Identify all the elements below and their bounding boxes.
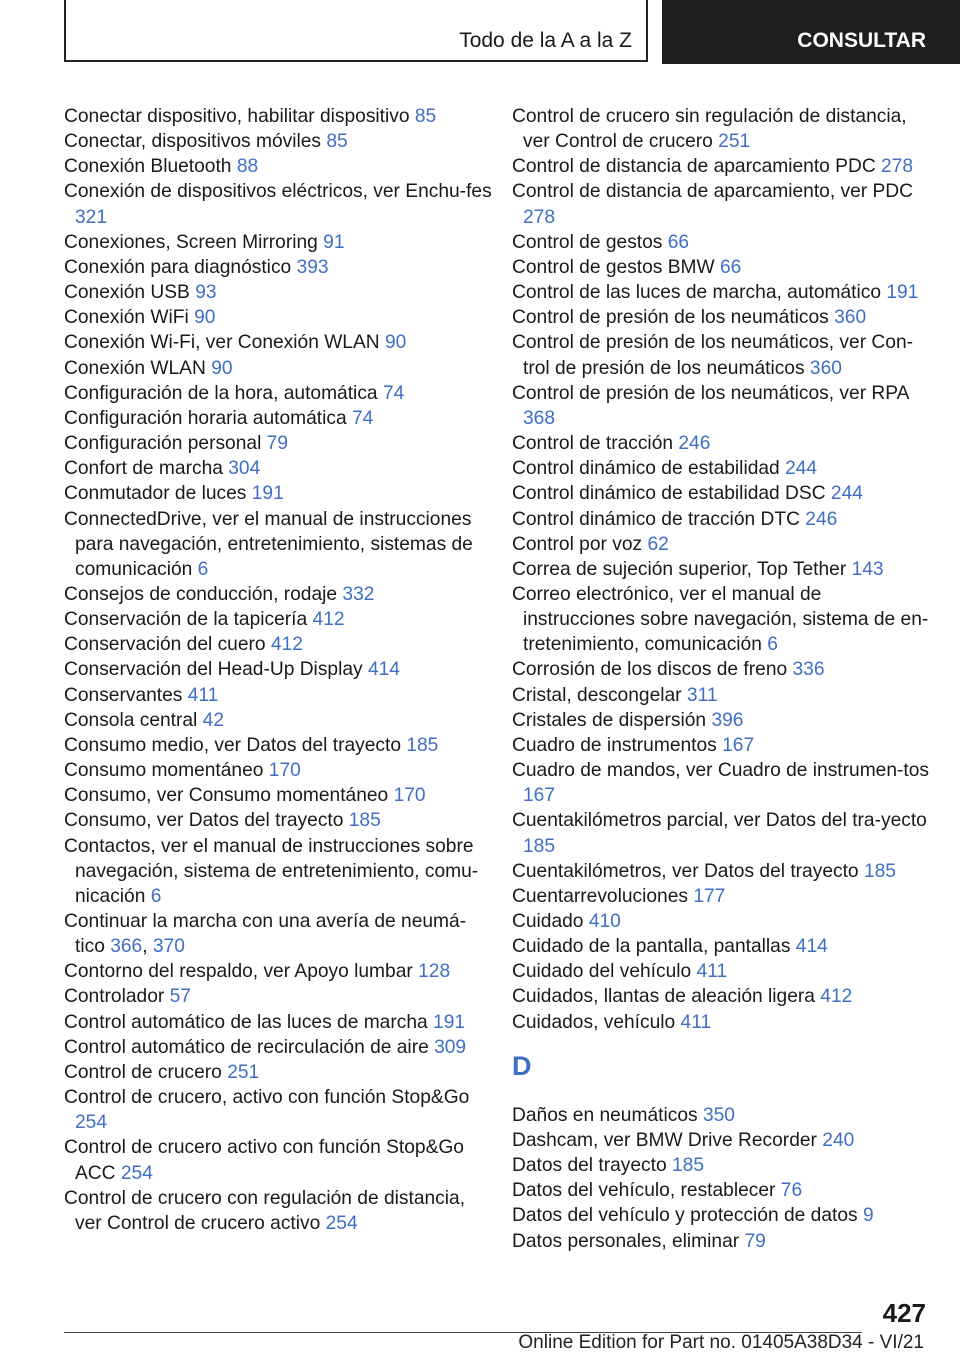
index-entry-text: Correa de sujeción superior, Top Tether bbox=[512, 558, 847, 580]
index-entry-text: Conexión Wi-Fi, ver Conexión WLAN bbox=[64, 332, 380, 354]
index-entry bbox=[64, 834, 494, 909]
index-entry-text: Configuración horaria automática bbox=[64, 407, 347, 429]
index-entry bbox=[64, 179, 494, 229]
page-link[interactable]: 6 bbox=[197, 558, 209, 580]
page-link[interactable]: 85 bbox=[326, 131, 348, 153]
page-link[interactable]: 412 bbox=[312, 609, 345, 631]
index-entry-text: Conexión WLAN bbox=[64, 357, 206, 379]
index-entry-text: Consola central bbox=[64, 709, 198, 731]
page-link[interactable]: 366 bbox=[110, 936, 143, 958]
index-entry-text: Consumo momentáneo bbox=[64, 760, 264, 782]
page-link[interactable]: 6 bbox=[767, 634, 778, 656]
index-entry bbox=[64, 1010, 494, 1035]
index-entry bbox=[64, 507, 494, 582]
page-link[interactable]: 411 bbox=[680, 1011, 712, 1033]
index-entry-text: Conmutador de luces bbox=[64, 483, 247, 505]
index-entry bbox=[64, 129, 494, 154]
page-link[interactable]: 246 bbox=[678, 433, 711, 455]
page-link[interactable]: 304 bbox=[228, 458, 261, 480]
page-link[interactable]: 66 bbox=[719, 256, 742, 278]
index-entry-text: Control de presión de los neumáticos, ver Con‐trol de presión de los neumáticos bbox=[512, 332, 914, 379]
index-entry bbox=[64, 758, 494, 783]
page-link[interactable]: 57 bbox=[169, 986, 191, 1008]
page-link[interactable]: 185 bbox=[523, 835, 556, 857]
index-entry-text: Control dinámico de tracción DTC bbox=[512, 508, 800, 530]
index-entry bbox=[512, 1178, 932, 1203]
index-entry bbox=[64, 431, 494, 456]
page-link[interactable]: 177 bbox=[693, 885, 726, 907]
index-entry bbox=[512, 431, 932, 456]
index-entry bbox=[512, 507, 932, 532]
page-link[interactable]: 191 bbox=[251, 483, 284, 505]
index-entry bbox=[512, 230, 932, 255]
index-entry bbox=[64, 783, 494, 808]
index-entry-text: Conexiones, Screen Mirroring bbox=[64, 231, 318, 253]
tab-todo-a-z[interactable]: Todo de la A a la Z bbox=[64, 0, 648, 62]
index-entry-text: Corrosión de los discos de freno bbox=[512, 659, 788, 681]
index-column-right bbox=[512, 104, 932, 1254]
page-link[interactable]: 185 bbox=[406, 734, 439, 756]
page-link[interactable]: 79 bbox=[266, 433, 289, 455]
page-link[interactable]: 311 bbox=[686, 684, 718, 706]
index-group-c bbox=[512, 104, 932, 1035]
index-entry-text: Control de presión de los neumáticos, ver RPA bbox=[512, 382, 909, 404]
page-link[interactable]: 128 bbox=[418, 961, 451, 983]
index-entry-text: Continuar la marcha con una avería de neumá‐tico bbox=[64, 911, 467, 958]
index-entry bbox=[64, 356, 494, 381]
index-entry bbox=[64, 456, 494, 481]
page-link[interactable]: 90 bbox=[384, 332, 407, 354]
index-entry-text: Controlador bbox=[64, 986, 165, 1008]
index-entry bbox=[64, 808, 494, 833]
page-link[interactable]: 93 bbox=[195, 282, 217, 304]
index-column-left bbox=[64, 104, 494, 1236]
index-entry bbox=[512, 481, 932, 506]
index-entry bbox=[512, 532, 932, 557]
page-link[interactable]: 254 bbox=[325, 1212, 358, 1234]
index-entry: Continuar la marcha con una avería de neumá‐tico 366, 370 bbox=[64, 911, 467, 958]
index-entry-text: Contactos, ver el manual de instrucciones sobre navegación, sistema de entretenimiento, comu‐nicación bbox=[64, 835, 479, 907]
page-link[interactable]: 246 bbox=[805, 508, 838, 530]
index-entry-text: Control de tracción bbox=[512, 433, 674, 455]
index-entry-text: Conectar, dispositivos móviles bbox=[64, 131, 322, 153]
index-entry-text: Control de crucero bbox=[64, 1061, 222, 1083]
page-link[interactable]: 191 bbox=[886, 282, 919, 304]
index-entry bbox=[64, 708, 494, 733]
page-link[interactable]: 244 bbox=[830, 483, 863, 505]
index-entry-text: Control de distancia de aparcamiento PDC bbox=[512, 156, 876, 178]
index-entry-text: Datos del trayecto bbox=[512, 1155, 667, 1177]
page-link[interactable]: 251 bbox=[227, 1061, 260, 1083]
page-link[interactable]: 368 bbox=[523, 407, 556, 429]
index-entry bbox=[512, 708, 932, 733]
index-entry bbox=[512, 1128, 932, 1153]
index-entry-text: Control de gestos BMW bbox=[512, 256, 715, 278]
index-entry bbox=[64, 230, 494, 255]
tab-consultar[interactable]: CONSULTAR bbox=[662, 0, 960, 64]
index-entry bbox=[512, 456, 932, 481]
page-link[interactable]: 411 bbox=[696, 961, 728, 983]
index-entry bbox=[512, 657, 932, 682]
page-link[interactable]: 360 bbox=[834, 307, 867, 329]
index-entry bbox=[512, 808, 932, 858]
index-entry-text: Datos del vehículo, restablecer bbox=[512, 1180, 776, 1202]
page-link[interactable]: 278 bbox=[881, 156, 914, 178]
page-link[interactable]: 9 bbox=[862, 1205, 874, 1227]
page-link[interactable]: 170 bbox=[268, 760, 301, 782]
index-entry bbox=[512, 1229, 932, 1254]
page-link[interactable]: 332 bbox=[342, 583, 375, 605]
index-entry bbox=[512, 683, 932, 708]
index-entry-text: Daños en neumáticos bbox=[512, 1104, 698, 1126]
index-entry bbox=[64, 1186, 494, 1236]
index-entry bbox=[64, 280, 494, 305]
index-entry-text: Control de crucero con regulación de distancia, ver Control de crucero activo bbox=[64, 1187, 466, 1234]
page-link[interactable]: 240 bbox=[822, 1129, 855, 1151]
index-entry-text: Control dinámico de estabilidad bbox=[512, 458, 780, 480]
index-entry bbox=[512, 884, 932, 909]
index-entry-text: Contorno del respaldo, ver Apoyo lumbar bbox=[64, 961, 413, 983]
index-entry bbox=[512, 909, 932, 934]
index-entry-text: Control automático de recirculación de aire bbox=[64, 1036, 429, 1058]
page-link[interactable]: 370 bbox=[152, 936, 185, 958]
page-link[interactable]: 254 bbox=[120, 1162, 153, 1184]
index-entry bbox=[512, 959, 932, 984]
index-entry bbox=[64, 481, 494, 506]
index-entry-text: Configuración personal bbox=[64, 433, 262, 455]
page-link[interactable]: 79 bbox=[744, 1230, 766, 1252]
page-link[interactable]: 412 bbox=[820, 986, 853, 1008]
index-entry-text: Correo electrónico, ver el manual de instrucciones sobre navegación, sistema de en‐tretenimiento, comunicación bbox=[512, 583, 929, 656]
page-link[interactable]: 85 bbox=[414, 106, 437, 127]
page-link[interactable]: 410 bbox=[588, 911, 621, 932]
index-entry bbox=[512, 305, 932, 330]
index-entry bbox=[64, 683, 494, 708]
index-entry-text: Control de las luces de marcha, automático bbox=[512, 282, 882, 304]
index-entry-text: Consumo medio, ver Datos del trayecto bbox=[64, 734, 401, 756]
index-entry bbox=[64, 330, 494, 355]
page-link[interactable]: 66 bbox=[667, 231, 690, 253]
page-link[interactable]: 185 bbox=[863, 860, 896, 882]
index-entry-text: ConnectedDrive, ver el manual de instrucciones para navegación, entretenimiento, sistemas de comunicación bbox=[64, 508, 473, 580]
page-link[interactable]: 76 bbox=[780, 1180, 803, 1202]
page-link[interactable]: 309 bbox=[434, 1036, 467, 1058]
index-entry bbox=[512, 758, 932, 808]
page-link[interactable]: 414 bbox=[367, 659, 400, 681]
page-link[interactable]: 278 bbox=[523, 206, 556, 228]
index-entry bbox=[64, 305, 494, 330]
index-entry bbox=[512, 381, 932, 431]
page-link[interactable]: 321 bbox=[75, 206, 108, 228]
index-entry bbox=[64, 959, 494, 984]
index-entry bbox=[512, 104, 932, 154]
index-entry bbox=[512, 1153, 932, 1178]
page-link[interactable]: 91 bbox=[323, 231, 345, 253]
index-entry-text: Cuentarrevoluciones bbox=[512, 885, 688, 907]
index-entry-text: Datos personales, eliminar bbox=[512, 1230, 740, 1252]
index-entry bbox=[64, 657, 494, 682]
index-entry-text: Control de crucero sin regulación de distancia, ver Control de crucero bbox=[512, 106, 907, 153]
index-entry-text: Conservación de la tapicería bbox=[64, 609, 308, 631]
index-entry-text: Conexión Bluetooth bbox=[64, 156, 232, 178]
index-entry bbox=[512, 280, 932, 305]
index-entry bbox=[64, 255, 494, 280]
index-entry-text: Control automático de las luces de marcha bbox=[64, 1011, 428, 1033]
page-link[interactable]: 185 bbox=[672, 1155, 705, 1177]
index-entry-text: Confort de marcha bbox=[64, 458, 223, 480]
index-entry bbox=[64, 582, 494, 607]
index-entry bbox=[512, 1203, 932, 1228]
index-entry-text: Control de crucero, activo con función Stop&Go bbox=[64, 1087, 470, 1109]
index-entry bbox=[512, 582, 932, 657]
page-link[interactable]: 6 bbox=[150, 885, 162, 907]
index-entry bbox=[64, 154, 494, 179]
index-entry bbox=[512, 984, 932, 1009]
page-link[interactable]: 411 bbox=[187, 684, 219, 706]
index-entry-text: Cristal, descongelar bbox=[512, 684, 682, 706]
page-link[interactable]: 185 bbox=[348, 810, 381, 832]
index-entry bbox=[64, 406, 494, 431]
index-entry bbox=[512, 1010, 932, 1035]
page-link[interactable]: 254 bbox=[75, 1112, 108, 1134]
index-entry bbox=[64, 104, 494, 129]
index-entry-text: Control de distancia de aparcamiento, ver PDC bbox=[512, 181, 914, 203]
index-entry-text: Cuidado de la pantalla, pantallas bbox=[512, 936, 791, 958]
page-link[interactable]: 360 bbox=[809, 357, 842, 379]
index-entry-text: Control dinámico de estabilidad DSC bbox=[512, 483, 826, 505]
index-entry bbox=[64, 1060, 494, 1085]
index-entry bbox=[512, 330, 932, 380]
index-entry-text: Cuidado del vehículo bbox=[512, 961, 692, 983]
index-entry bbox=[64, 632, 494, 657]
index-entry-text: Conexión WiFi bbox=[64, 307, 189, 329]
page-link[interactable]: 336 bbox=[792, 659, 825, 681]
page-link[interactable]: 251 bbox=[718, 131, 751, 153]
page-link[interactable]: 90 bbox=[194, 307, 216, 329]
page-link[interactable]: 62 bbox=[647, 533, 669, 555]
page-link[interactable]: 412 bbox=[270, 634, 303, 656]
footer-text: Online Edition for Part no. 01405A38D34 - VI/21 bbox=[518, 1332, 924, 1353]
index-entry-text: Consumo, ver Consumo momentáneo bbox=[64, 785, 389, 807]
index-entry-text: Cuadro de mandos, ver Cuadro de instrumen‐tos bbox=[512, 760, 930, 782]
index-entry-text: Conservación del cuero bbox=[64, 634, 266, 656]
index-entry-text: Conexión para diagnóstico bbox=[64, 256, 292, 278]
index-entry-text: Cuidado bbox=[512, 911, 584, 932]
page-number: 427 bbox=[882, 1298, 926, 1328]
index-entry-text: Cuentakilómetros, ver Datos del trayecto bbox=[512, 860, 859, 882]
index-entry-text: Cristales de dispersión bbox=[512, 709, 707, 731]
index-entry-text: Consejos de conducción, rodaje bbox=[64, 583, 338, 605]
index-entry-text: Datos del vehículo y protección de datos bbox=[512, 1205, 858, 1227]
index-entry bbox=[64, 607, 494, 632]
page-link[interactable]: 143 bbox=[851, 558, 884, 580]
index-entry bbox=[64, 984, 494, 1009]
index-entry bbox=[512, 934, 932, 959]
index-entry-text: Conservantes bbox=[64, 684, 183, 706]
index-entry bbox=[512, 557, 932, 582]
page-link[interactable]: 167 bbox=[722, 734, 755, 756]
index-entry-text: Cuidados, vehículo bbox=[512, 1011, 676, 1033]
index-entry bbox=[64, 733, 494, 758]
index-entry bbox=[512, 154, 932, 179]
index-entry-text: Conectar dispositivo, habilitar dispositivo bbox=[64, 106, 410, 127]
section-letter: D bbox=[512, 1050, 532, 1081]
index-entry bbox=[64, 381, 494, 406]
index-entry-text: Dashcam, ver BMW Drive Recorder bbox=[512, 1129, 817, 1151]
index-entry bbox=[512, 1103, 932, 1128]
page-link[interactable]: 393 bbox=[296, 256, 329, 278]
index-entry bbox=[512, 733, 932, 758]
index-group-d bbox=[512, 1103, 932, 1254]
index-entry-text: Consumo, ver Datos del trayecto bbox=[64, 810, 344, 832]
page-link[interactable]: 167 bbox=[523, 785, 556, 807]
index-entry bbox=[512, 255, 932, 280]
index-entry-text: Control de gestos bbox=[512, 231, 663, 253]
page-link[interactable]: 244 bbox=[785, 458, 818, 480]
index-entry bbox=[512, 179, 932, 229]
page-link[interactable]: 74 bbox=[352, 407, 374, 429]
index-entry bbox=[64, 1135, 494, 1185]
index-entry bbox=[64, 1085, 494, 1135]
page-link[interactable]: 414 bbox=[795, 936, 828, 958]
index-entry-text: Control por voz bbox=[512, 533, 643, 555]
index-entry-text: Conexión USB bbox=[64, 282, 190, 304]
index-entry bbox=[512, 859, 932, 884]
index-entry-text: Cuadro de instrumentos bbox=[512, 734, 717, 756]
page-link[interactable]: 74 bbox=[382, 382, 405, 404]
page-link[interactable]: 396 bbox=[711, 709, 744, 731]
index-entry-text: Cuentakilómetros parcial, ver Datos del tra‐yecto bbox=[512, 810, 927, 832]
page-link[interactable]: 170 bbox=[393, 785, 426, 807]
index-entry-text: Control de presión de los neumáticos bbox=[512, 307, 829, 329]
index-entry-text: Control de crucero activo con función Stop&Go ACC bbox=[64, 1137, 464, 1184]
page-link[interactable]: 42 bbox=[202, 709, 225, 731]
header-tabs bbox=[0, 0, 960, 66]
page-link[interactable]: 191 bbox=[433, 1011, 466, 1033]
page-link[interactable]: 350 bbox=[702, 1104, 735, 1126]
page-link[interactable]: 90 bbox=[211, 357, 233, 379]
index-entry-text: Conexión de dispositivos eléctricos, ver Enchu‐fes bbox=[64, 181, 492, 203]
index-entry-text: Conservación del Head-Up Display bbox=[64, 659, 363, 681]
index-entry-text: Cuidados, llantas de aleación ligera bbox=[512, 986, 815, 1008]
page-link[interactable]: 88 bbox=[236, 156, 259, 178]
index-entry-text: Configuración de la hora, automática bbox=[64, 382, 378, 404]
index-entry bbox=[64, 1035, 494, 1060]
